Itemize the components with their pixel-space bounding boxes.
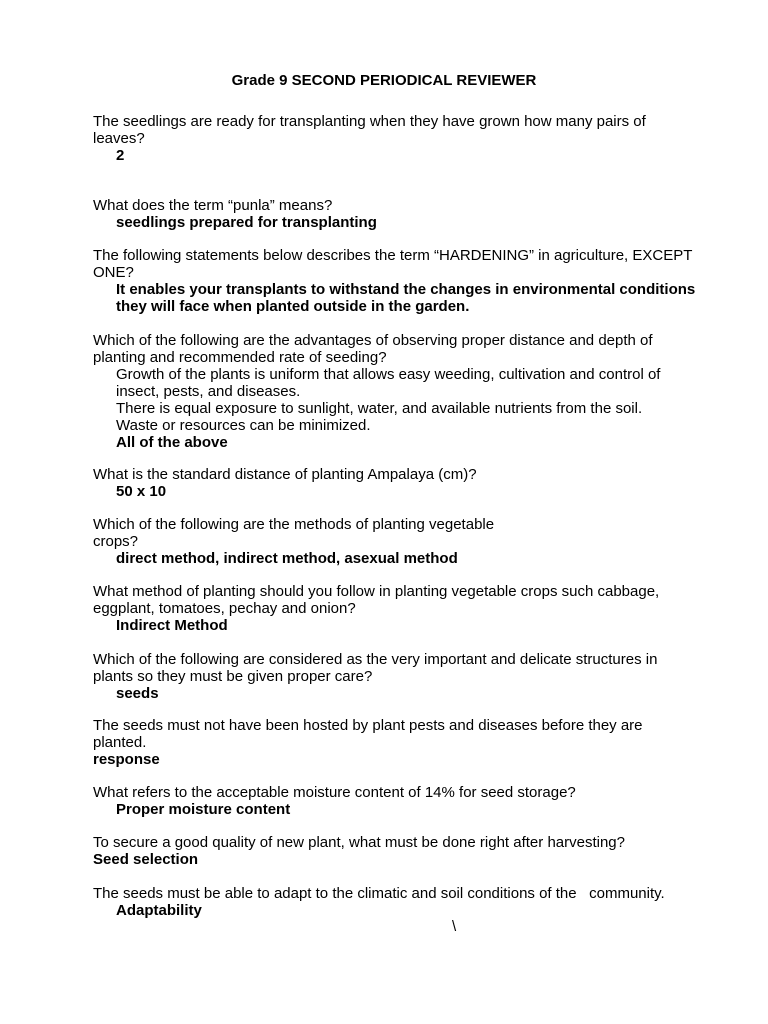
question-text: ONE?: [93, 264, 134, 281]
question-item: [93, 651, 723, 702]
answer-text: Seed selection: [93, 851, 199, 868]
question-item: [93, 332, 723, 451]
question-item: [93, 717, 723, 768]
option-text: Growth of the plants is uniform that allows easy weeding, cultivation and control of: [116, 366, 661, 383]
question-text: To secure a good quality of new plant, what must be done right after harvesting?: [93, 834, 625, 851]
question-text: planting and recommended rate of seeding?: [93, 349, 387, 366]
answer-text: response: [93, 751, 160, 768]
question-text: planted.: [93, 734, 147, 751]
question-text: Which of the following are considered as the very important and delicate structures in: [93, 651, 658, 668]
answer-text: It enables your transplants to withstand the changes in environmental conditions: [116, 281, 696, 298]
question-text: Which of the following are the advantages of observing proper distance and depth of: [93, 332, 653, 349]
answer-text: Adaptability: [116, 902, 202, 919]
answer-text: Proper moisture content: [116, 801, 291, 818]
question-text: The seeds must be able to adapt to the climatic and soil conditions of the community.: [93, 885, 665, 902]
option-text: There is equal exposure to sunlight, water, and available nutrients from the soil.: [116, 400, 643, 417]
question-text: Which of the following are the methods of planting vegetable: [93, 516, 495, 533]
answer-text: All of the above: [116, 434, 228, 451]
question-item: [93, 113, 723, 164]
answer-text: they will face when planted outside in the garden.: [116, 298, 470, 315]
answer-text: Indirect Method: [116, 617, 228, 634]
answer-text: seedlings prepared for transplanting: [116, 214, 377, 231]
question-item: [93, 247, 723, 315]
question-text: crops?: [93, 533, 139, 550]
question-text: What method of planting should you follow in planting vegetable crops such cabbage,: [93, 583, 660, 600]
question-item: [93, 516, 723, 567]
question-item: [93, 885, 723, 919]
question-text: What refers to the acceptable moisture content of 14% for seed storage?: [93, 784, 576, 801]
answer-text: 2: [116, 147, 125, 164]
stray-mark: \: [452, 918, 457, 935]
question-text: The seedlings are ready for transplanting when they have grown how many pairs of: [93, 113, 646, 130]
question-item: [93, 466, 723, 500]
document-title: Grade 9 SECOND PERIODICAL REVIEWER: [231, 72, 537, 89]
question-item: [93, 197, 723, 231]
question-text: The seeds must not have been hosted by plant pests and diseases before they are: [93, 717, 643, 734]
answer-text: seeds: [116, 685, 159, 702]
option-text: insect, pests, and diseases.: [116, 383, 301, 400]
question-item: [93, 834, 723, 868]
answer-text: 50 x 10: [116, 483, 167, 500]
question-text: The following statements below describes the term “HARDENING” in agriculture, EXCEPT: [93, 247, 693, 264]
question-item: [93, 583, 723, 634]
question-text: plants so they must be given proper care?: [93, 668, 373, 685]
question-text: What is the standard distance of planting Ampalaya (cm)?: [93, 466, 477, 483]
question-text: eggplant, tomatoes, pechay and onion?: [93, 600, 356, 617]
question-text: leaves?: [93, 130, 145, 147]
question-item: [93, 784, 723, 818]
answer-text: direct method, indirect method, asexual method: [116, 550, 458, 567]
question-text: What does the term “punla” means?: [93, 197, 333, 214]
option-text: Waste or resources can be minimized.: [116, 417, 371, 434]
